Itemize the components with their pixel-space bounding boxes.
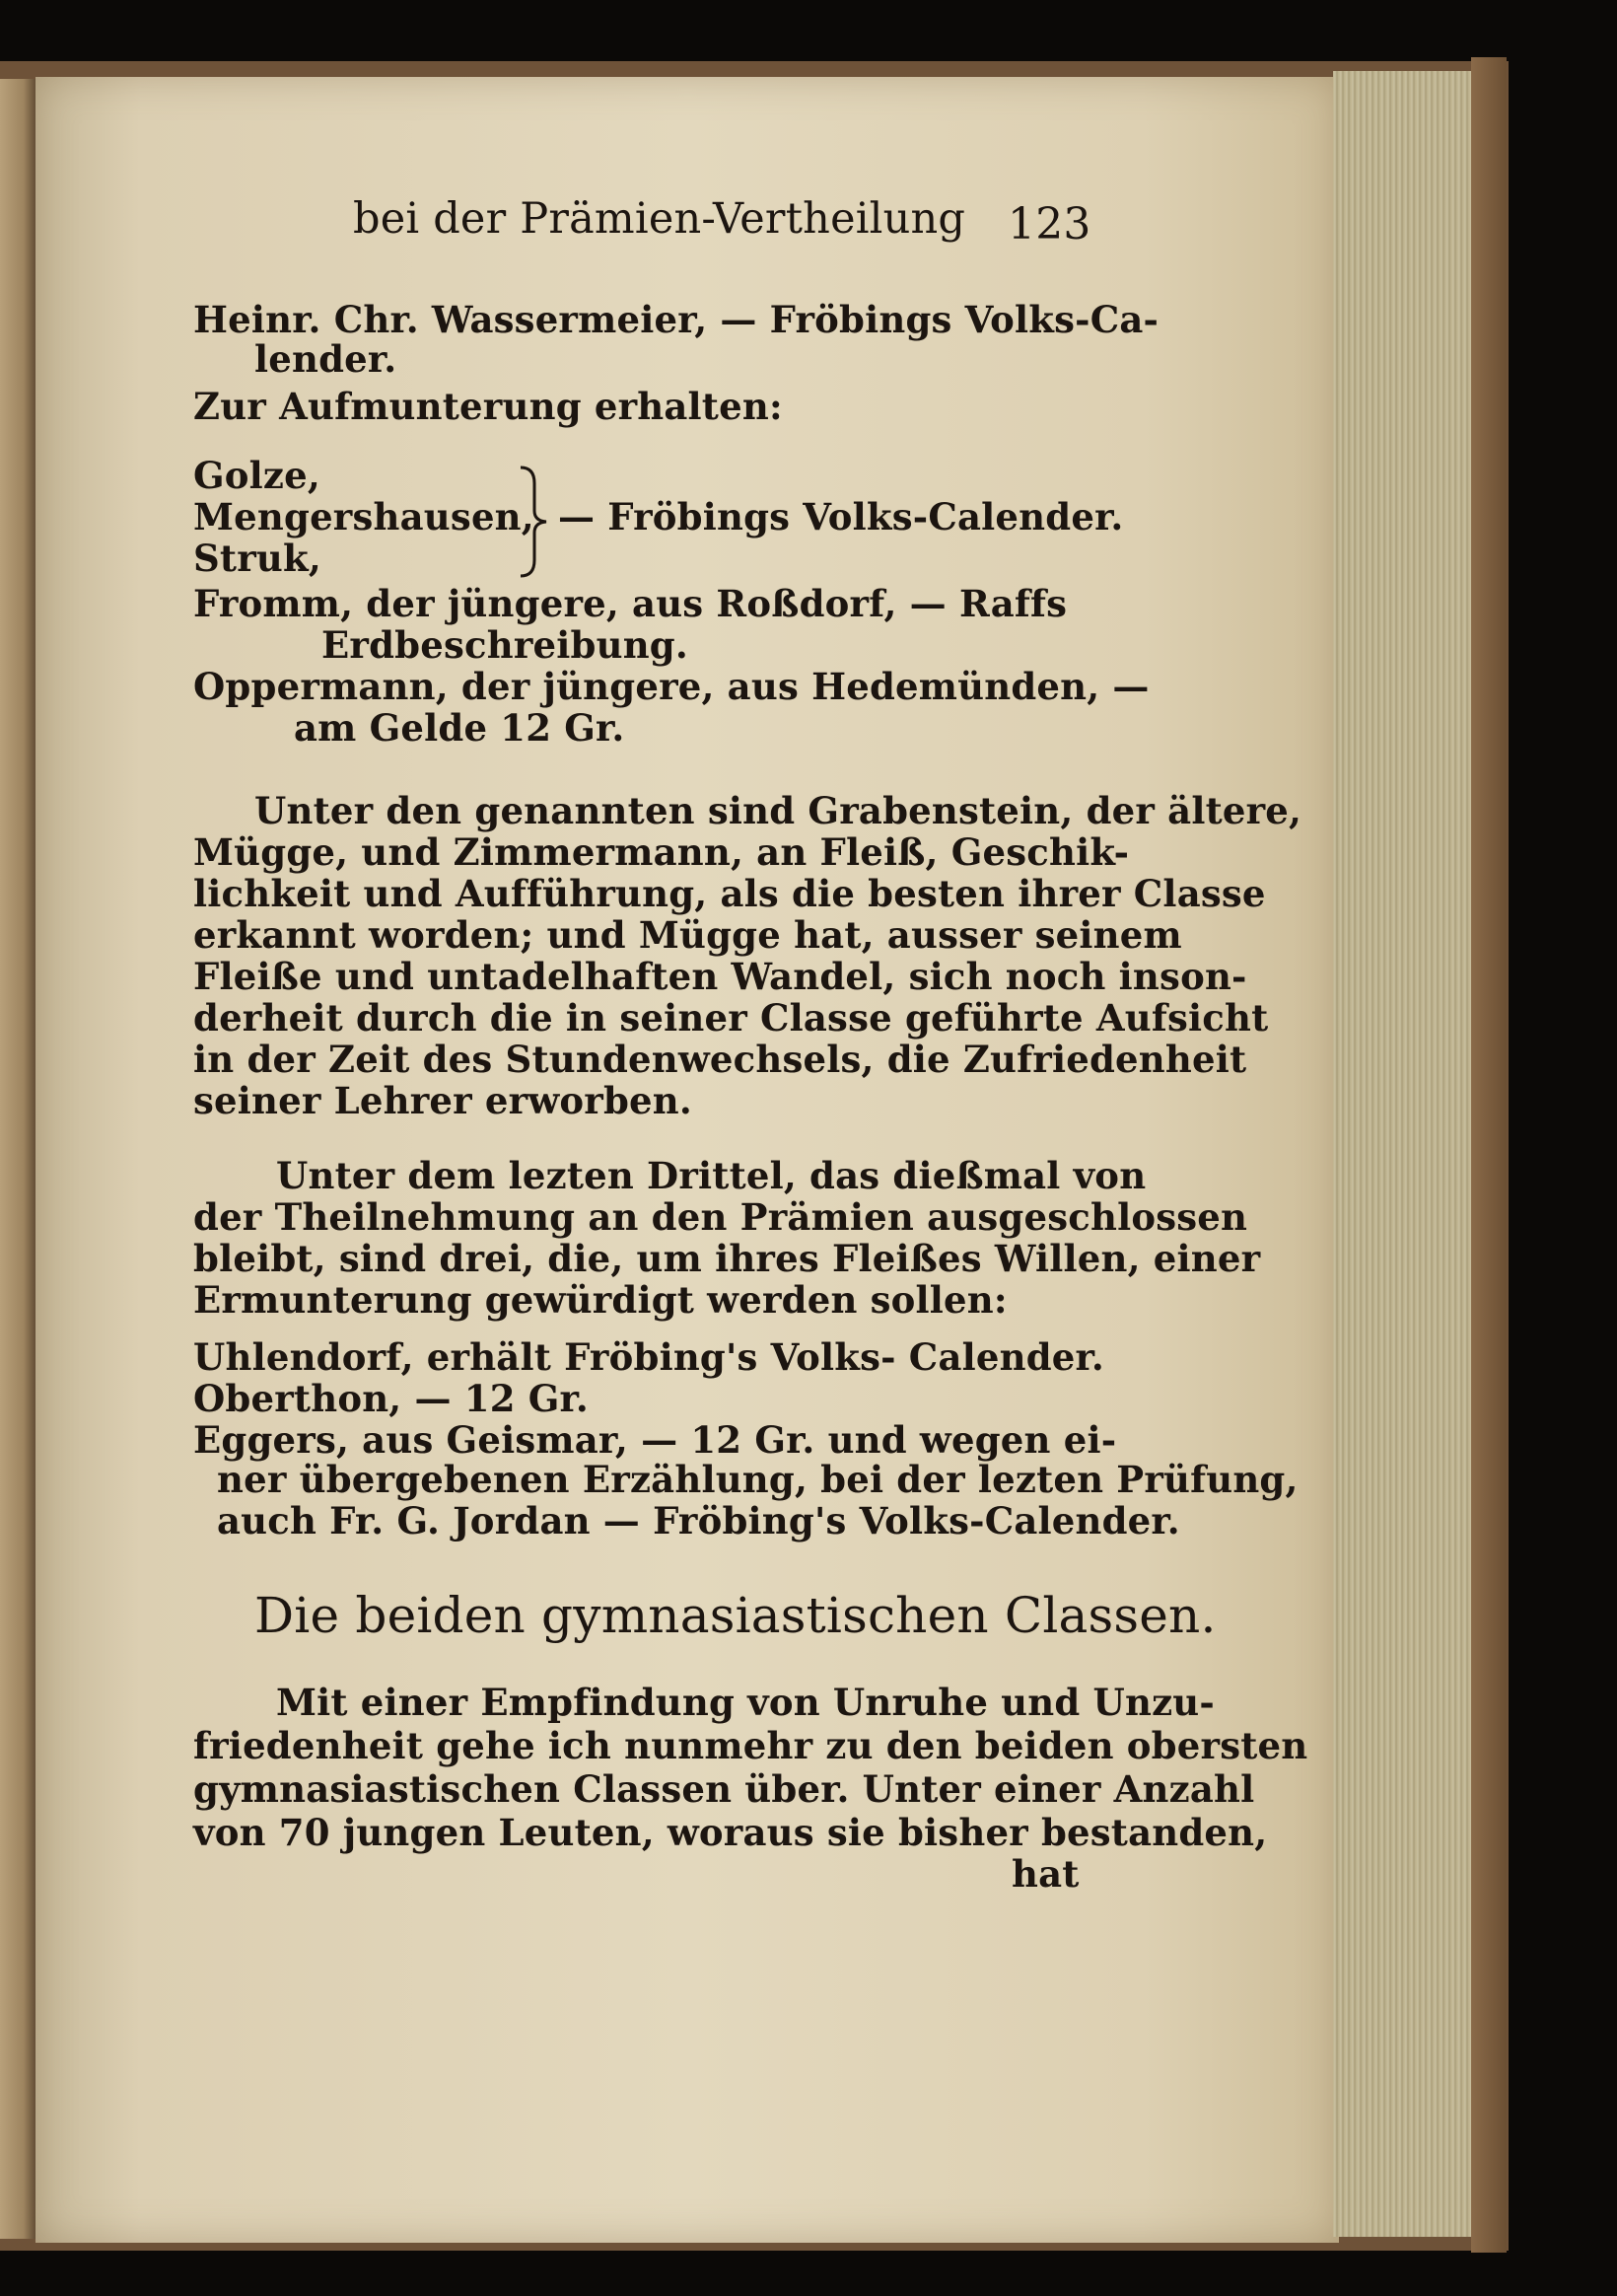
text-line: friedenheit gehe ich nunmehr zu den beiden obersten xyxy=(193,1724,1308,1767)
running-title: bei der Prämien-Vertheilung xyxy=(353,194,966,244)
text-line: seiner Lehrer erworben. xyxy=(193,1079,692,1122)
text-line: derheit durch die in seiner Classe geführte Aufsicht xyxy=(193,996,1269,1040)
text-line: Ermunterung gewürdigt werden sollen: xyxy=(193,1278,1008,1322)
text-line: Oberthon, — 12 Gr. xyxy=(193,1377,589,1420)
text-line: Fromm, der jüngere, aus Roßdorf, — Raffs xyxy=(193,582,1068,625)
text-line: Eggers, aus Geismar, — 12 Gr. und wegen ei- xyxy=(193,1418,1117,1462)
text-line: Heinr. Chr. Wassermeier, — Fröbings Volks-Ca- xyxy=(193,298,1160,341)
text-line: Oppermann, der jüngere, aus Hedemünden, — xyxy=(193,665,1150,708)
text-line: Uhlendorf, erhält Fröbing's Volks- Calender. xyxy=(193,1335,1104,1379)
cover-edge xyxy=(1471,57,1507,2253)
text-line: Erdbeschreibung. xyxy=(321,623,688,667)
text-line: Zur Aufmunterung erhalten: xyxy=(193,385,783,428)
left-page-edge xyxy=(0,79,39,2239)
page-stack-edges xyxy=(1333,71,1477,2237)
catchword: hat xyxy=(1012,1852,1080,1896)
text-line: erkannt worden; und Mügge hat, ausser seinem xyxy=(193,913,1182,957)
curly-brace xyxy=(513,464,552,580)
text-line: am Gelde 12 Gr. xyxy=(294,706,625,750)
text-line: Golze, xyxy=(193,454,320,497)
text-line: Mit einer Empfindung von Unruhe und Unzu- xyxy=(276,1681,1215,1724)
text-line: gymnasiastischen Classen über. Unter einer Anzahl xyxy=(193,1767,1255,1811)
text-line: bleibt, sind drei, die, um ihres Fleißes Willen, einer xyxy=(193,1237,1261,1280)
text-line: von 70 jungen Leuten, woraus sie bisher bestanden, xyxy=(193,1811,1268,1854)
text-line: Fleiße und untadelhaften Wandel, sich noch inson- xyxy=(193,955,1247,998)
text-line: in der Zeit des Stundenwechsels, die Zufriedenheit xyxy=(193,1038,1247,1081)
text-line: auch Fr. G. Jordan — Fröbing's Volks-Calender. xyxy=(217,1499,1180,1543)
text-line: Unter dem lezten Drittel, das dießmal von xyxy=(276,1154,1147,1197)
text-line: Mügge, und Zimmermann, an Fleiß, Geschik- xyxy=(193,830,1130,874)
text-line: lender. xyxy=(254,337,397,381)
text-line: ner übergebenen Erzählung, bei der lezten Prüfung, xyxy=(217,1458,1299,1501)
text-line: Struk, xyxy=(193,537,321,580)
page-number: 123 xyxy=(1008,199,1091,250)
text-line: Unter den genannten sind Grabenstein, der ältere, xyxy=(254,789,1302,832)
text-line: der Theilnehmung an den Prämien ausgeschlossen xyxy=(193,1195,1248,1239)
text-line: — Fröbings Volks-Calender. xyxy=(558,495,1124,538)
text-line: lichkeit und Aufführung, als die besten ihrer Classe xyxy=(193,872,1266,915)
text-line: Mengershausen, xyxy=(193,495,534,538)
section-heading: Die beiden gymnasiastischen Classen. xyxy=(254,1587,1217,1644)
